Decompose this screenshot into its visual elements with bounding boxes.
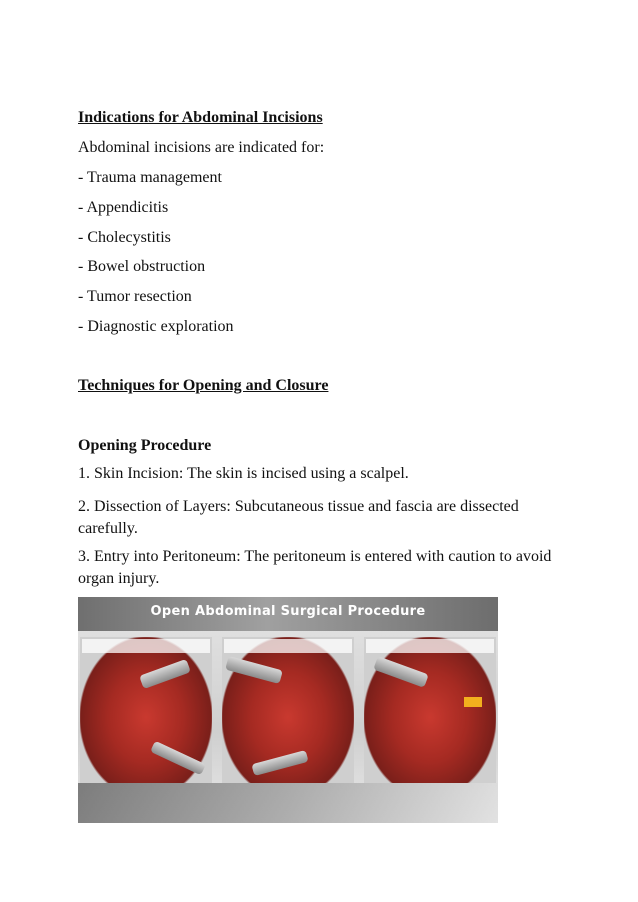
step-item: 2. Dissection of Layers: Subcutaneous tissue and fascia are dissected carefully. bbox=[78, 498, 519, 537]
opening-procedure-heading: Opening Procedure bbox=[78, 437, 212, 454]
indications-heading: Indications for Abdominal Incisions bbox=[78, 109, 323, 126]
step-item: 3. Entry into Peritoneum: The peritoneum is entered with caution to avoid organ injury. bbox=[78, 548, 552, 587]
step-item: 1. Skin Incision: The skin is incised using a scalpel. bbox=[78, 465, 409, 482]
retractor bbox=[373, 656, 429, 688]
surgery-panel-1 bbox=[80, 637, 212, 783]
list-item: - Appendicitis bbox=[78, 199, 169, 216]
panel-caption bbox=[82, 639, 210, 653]
figure-title: Open Abdominal Surgical Procedure bbox=[150, 604, 426, 619]
list-item: - Cholecystitis bbox=[78, 229, 171, 246]
techniques-heading: Techniques for Opening and Closure bbox=[78, 377, 329, 394]
retractor bbox=[225, 656, 283, 684]
list-item: - Bowel obstruction bbox=[78, 258, 206, 275]
retractor bbox=[150, 741, 206, 776]
surgery-panel-3 bbox=[364, 637, 496, 783]
retractor bbox=[251, 750, 308, 776]
list-item: - Tumor resection bbox=[78, 288, 192, 305]
yellow-arrow-icon bbox=[464, 697, 482, 707]
list-item: - Diagnostic exploration bbox=[78, 318, 234, 335]
surgical-procedure-figure bbox=[78, 597, 498, 823]
figure-shadow bbox=[78, 783, 498, 823]
indications-intro: Abdominal incisions are indicated for: bbox=[78, 139, 325, 156]
figure-title-bar bbox=[78, 597, 498, 631]
list-item: - Trauma management bbox=[78, 169, 222, 186]
surgery-panel-2 bbox=[222, 637, 354, 783]
panel-caption bbox=[224, 639, 352, 653]
retractor bbox=[139, 659, 191, 689]
panel-caption bbox=[366, 639, 494, 653]
